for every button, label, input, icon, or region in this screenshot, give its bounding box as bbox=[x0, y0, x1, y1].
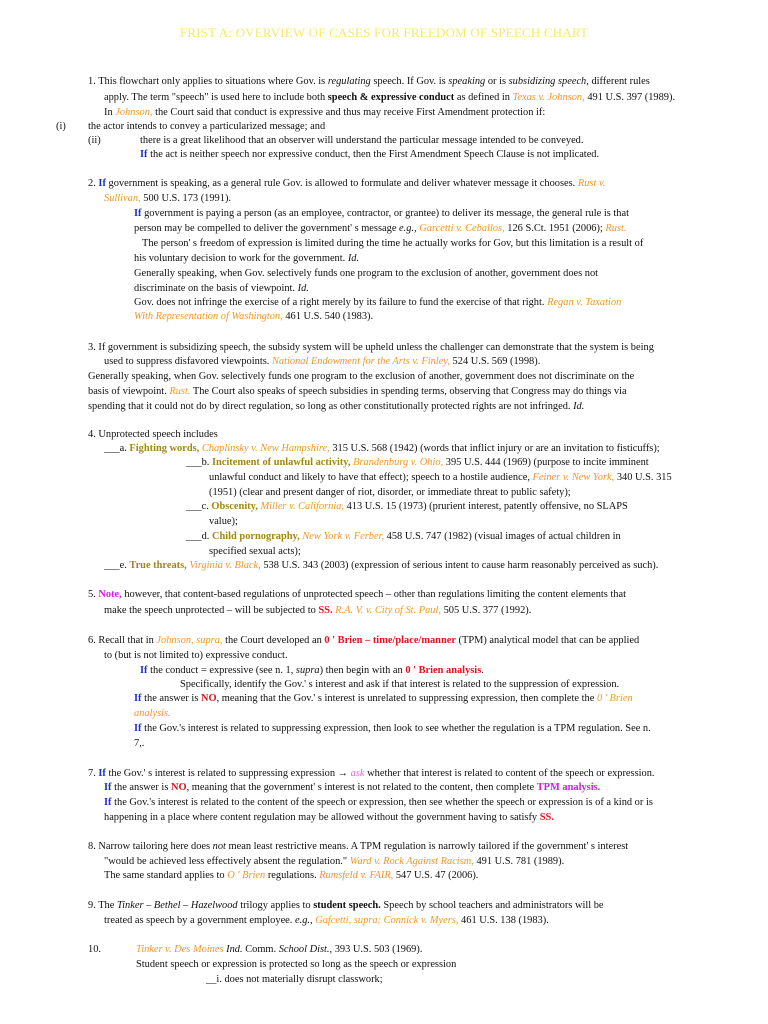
item-6-line-3: If the conduct = expressive (see n. 1, supra) then begin with an 0 ' Brien analysis. bbox=[140, 665, 484, 676]
item-2-line-1: 2. If government is speaking, as a general rule Gov. is allowed to formulate and deliver whatever message it chooses. Rust v. bbox=[88, 178, 606, 189]
item-2-line-9: Gov. does not infringe the exercise of a right merely by its failure to fund the exercise of that right. Regan v. Taxation bbox=[134, 297, 622, 308]
item-3-line-3: Generally speaking, when Gov. selectively funds one program to the exclusion of another, government does not discriminate on the bbox=[88, 371, 635, 382]
case-citation: Brandenburg v. Ohio, bbox=[353, 457, 444, 468]
case-citation: R.A. V. v. City of St. Paul, bbox=[335, 605, 441, 616]
item-6-line-6: analysis. bbox=[134, 708, 171, 719]
item-4-e: ___e. True threats, Virginia v. Black, 538 U.S. 343 (2003) (expression of serious intent to cause harm reasonably perceived as such). bbox=[104, 560, 659, 571]
item-1-criterion-i: the actor intends to convey a particularized message; and bbox=[88, 121, 326, 132]
case-citation: Sullivan, bbox=[104, 193, 141, 204]
case-citation: Johnson, bbox=[115, 107, 153, 118]
item-8-line-2: "would be achieved less effectively absent the regulation." Ward v. Rock Against Racism, 491 U.S. 781 (1989). bbox=[104, 856, 565, 867]
item-9-line-1: 9. The Tinker – Bethel – Hazelwood trilogy applies to student speech. Speech by school teachers and administrators will be bbox=[88, 900, 604, 911]
item-10-line-3: __i. does not materially disrupt classwork; bbox=[206, 974, 383, 985]
item-4-d: ___d. Child pornography, New York v. Ferber, 458 U.S. 747 (1982) (visual images of actual children in bbox=[186, 531, 621, 542]
item-4-a: ___a. Fighting words, Chaplinsky v. New Hampshire, 315 U.S. 568 (1942) (words that inflict injury or are an invitation to fisticuffs); bbox=[104, 443, 660, 454]
case-citation: Regan v. Taxation bbox=[547, 297, 622, 308]
item-9-line-2: treated as speech by a government employee. e.g., Gafcetti, supra; Connick v. Myers, 461 U.S. 138 (1983). bbox=[104, 915, 549, 926]
item-4-b-line-2: unlawful conduct and likely to have that effect); speech to a hostile audience, Feiner v. New York, 340 U.S. 315 bbox=[209, 472, 672, 483]
item-6-line-2: to (but is not limited to) expressive conduct. bbox=[104, 650, 288, 661]
case-citation: Rust. bbox=[605, 223, 627, 234]
item-7-line-1: 7. If the Gov.' s interest is related to suppressing expression → ask whether that interest is related to content of the speech or expression. bbox=[88, 768, 655, 779]
case-citation: Texas v. Johnson, bbox=[512, 92, 585, 103]
item-4-c: ___c. Obscenity, Miller v. California, 413 U.S. 15 (1973) (prurient interest, patently offensive, no SLAPS bbox=[186, 501, 628, 512]
item-6-line-7: If the Gov.'s interest is related to suppressing expression, then look to see whether the regulation is a TPM regulation. See n. bbox=[134, 723, 651, 734]
page-title: FRIST A: OVERVIEW OF CASES FOR FREEDOM OF SPEECH CHART bbox=[179, 25, 589, 40]
case-citation: With Representation of Washington, bbox=[134, 311, 283, 322]
item-3-line-5: spending that it could not do by direct regulation, so long as other constitutionally protected rights are not infringed. Id. bbox=[88, 401, 585, 412]
item-10-number: 10. bbox=[88, 944, 101, 955]
item-3-line-1: 3. If government is subsidizing speech, the subsidy system will be upheld unless the challenger can demonstrate that the system is being bbox=[88, 342, 654, 353]
item-6-line-4: Specifically, identify the Gov.' s interest and ask if that interest is related to the suppression of expression. bbox=[180, 679, 620, 690]
item-4-d-line-2: specified sexual acts); bbox=[209, 546, 301, 557]
item-4-heading: 4. Unprotected speech includes bbox=[88, 429, 218, 440]
item-1-line-6: If the act is neither speech nor expressive conduct, then the First Amendment Speech Clause is not implicated. bbox=[140, 149, 600, 160]
item-1-line-1: 1. This flowchart only applies to situations where Gov. is regulating speech. If Gov. is speaking or is subsidizing speech, different rules bbox=[88, 76, 650, 87]
item-1-line-3: In Johnson, the Court said that conduct is expressive and thus may receive First Amendment protection if: bbox=[104, 107, 546, 118]
case-citation: Feiner v. New York, bbox=[532, 472, 615, 483]
item-2-line-5: The person' s freedom of expression is limited during the time he actually works for Gov, but this limitation is a result of bbox=[142, 238, 644, 249]
item-2-line-8: discriminate on the basis of viewpoint. Id. bbox=[134, 283, 309, 294]
item-6-line-1: 6. Recall that in Johnson, supra, the Court developed an 0 ' Brien – time/place/manner (TPM) analytical model that can be applied bbox=[88, 635, 640, 646]
item-7-line-3: If the Gov.'s interest is related to the content of the speech or expression, then see whether the speech or expression is of a kind or is bbox=[104, 797, 653, 808]
item-5-line-2: make the speech unprotected – will be subjected to SS. R.A. V. v. City of St. Paul, 505 U.S. 377 (1992). bbox=[104, 605, 532, 616]
case-citation: Gafcetti, supra; Connick v. Myers, bbox=[315, 915, 459, 926]
item-1-criterion-ii: there is a great likelihood that an observer will understand the particular message intended to be conveyed. bbox=[140, 135, 584, 146]
item-10-line-1: Tinker v. Des Moines Ind. Comm. School Dist., 393 U.S. 503 (1969). bbox=[136, 944, 423, 955]
case-citation: Virginia v. Black, bbox=[189, 560, 261, 571]
case-citation: Tinker v. Des Moines bbox=[136, 944, 224, 955]
case-citation: Chaplinsky v. New Hampshire, bbox=[201, 443, 330, 454]
item-6-line-8: 7,. bbox=[134, 738, 145, 749]
case-citation: Rust v. bbox=[577, 178, 606, 189]
item-4-b-line-3: (1951) (clear and present danger of riot, disorder, or immediate threat to public safety); bbox=[209, 487, 571, 498]
case-citation: Rust. bbox=[169, 386, 191, 397]
item-2-line-2: Sullivan, 500 U.S. 173 (1991). bbox=[104, 193, 231, 204]
item-8-line-1: 8. Narrow tailoring here does not mean least restrictive means. A TPM regulation is narrowly tailored if the government' s interest bbox=[88, 841, 629, 852]
item-2-line-7: Generally speaking, when Gov. selectively funds one program to the exclusion of another, government does not bbox=[134, 268, 599, 279]
case-citation: Rumsfeld v. FAIR, bbox=[319, 870, 394, 881]
item-3-line-2: used to suppress disfavored viewpoints. National Endowment for the Arts v. Finley, 524 U.S. 569 (1998). bbox=[104, 356, 541, 367]
item-10-line-2: Student speech or expression is protected so long as the speech or expression bbox=[136, 959, 457, 970]
item-1-marker-i: (i) bbox=[56, 121, 66, 132]
item-7-line-4: happening in a place where content regulation may be allowed without the government having to satisfy SS. bbox=[104, 812, 554, 823]
item-2-line-6: his voluntary decision to work for the government. Id. bbox=[134, 253, 360, 264]
item-2-line-3: If government is paying a person (as an employee, contractor, or grantee) to deliver its message, the general rule is that bbox=[134, 208, 629, 219]
item-4-c-line-2: value); bbox=[209, 516, 238, 527]
item-7-line-2: If the answer is NO, meaning that the government' s interest is not related to the content, then complete TPM analysis. bbox=[104, 782, 601, 793]
case-citation: Garcetti v. Ceballos, bbox=[419, 223, 505, 234]
item-4-b: ___b. Incitement of unlawful activity, Brandenburg v. Ohio, 395 U.S. 444 (1969) (purpose to incite imminent bbox=[186, 457, 649, 468]
case-citation: Johnson, supra, bbox=[156, 635, 223, 646]
item-6-line-5: If the answer is NO, meaning that the Gov.' s interest is unrelated to suppressing expression, then complete the 0 ' Brien bbox=[134, 693, 633, 704]
case-citation: National Endowment for the Arts v. Finley, bbox=[271, 356, 450, 367]
case-citation: Miller v. California, bbox=[260, 501, 345, 512]
item-1-line-2: apply. The term "speech" is used here to include both speech & expressive conduct as defined in Texas v. Johnson, 491 U.S. 397 (1989). bbox=[104, 92, 676, 103]
case-citation: 0 ' Brien bbox=[596, 693, 633, 704]
item-3-line-4: basis of viewpoint. Rust. The Court also speaks of speech subsidies in spending terms, observing that Congress may do things via bbox=[88, 386, 627, 397]
item-1-marker-ii: (ii) bbox=[88, 135, 101, 146]
item-2-line-10: With Representation of Washington, 461 U.S. 540 (1983). bbox=[134, 311, 374, 322]
item-8-line-3: The same standard applies to O ' Brien regulations. Rumsfeld v. FAIR, 547 U.S. 47 (2006). bbox=[104, 870, 479, 881]
case-citation: Ward v. Rock Against Racism, bbox=[349, 856, 474, 867]
item-2-line-4: person may be compelled to deliver the government' s message e.g., Garcetti v. Ceballos, 126 S.Ct. 1951 (2006); Rust. bbox=[134, 223, 627, 234]
item-5-line-1: 5. Note, however, that content-based regulations of unprotected speech – other than regulations limiting the content elements that bbox=[88, 589, 627, 600]
case-citation: New York v. Ferber, bbox=[302, 531, 385, 542]
